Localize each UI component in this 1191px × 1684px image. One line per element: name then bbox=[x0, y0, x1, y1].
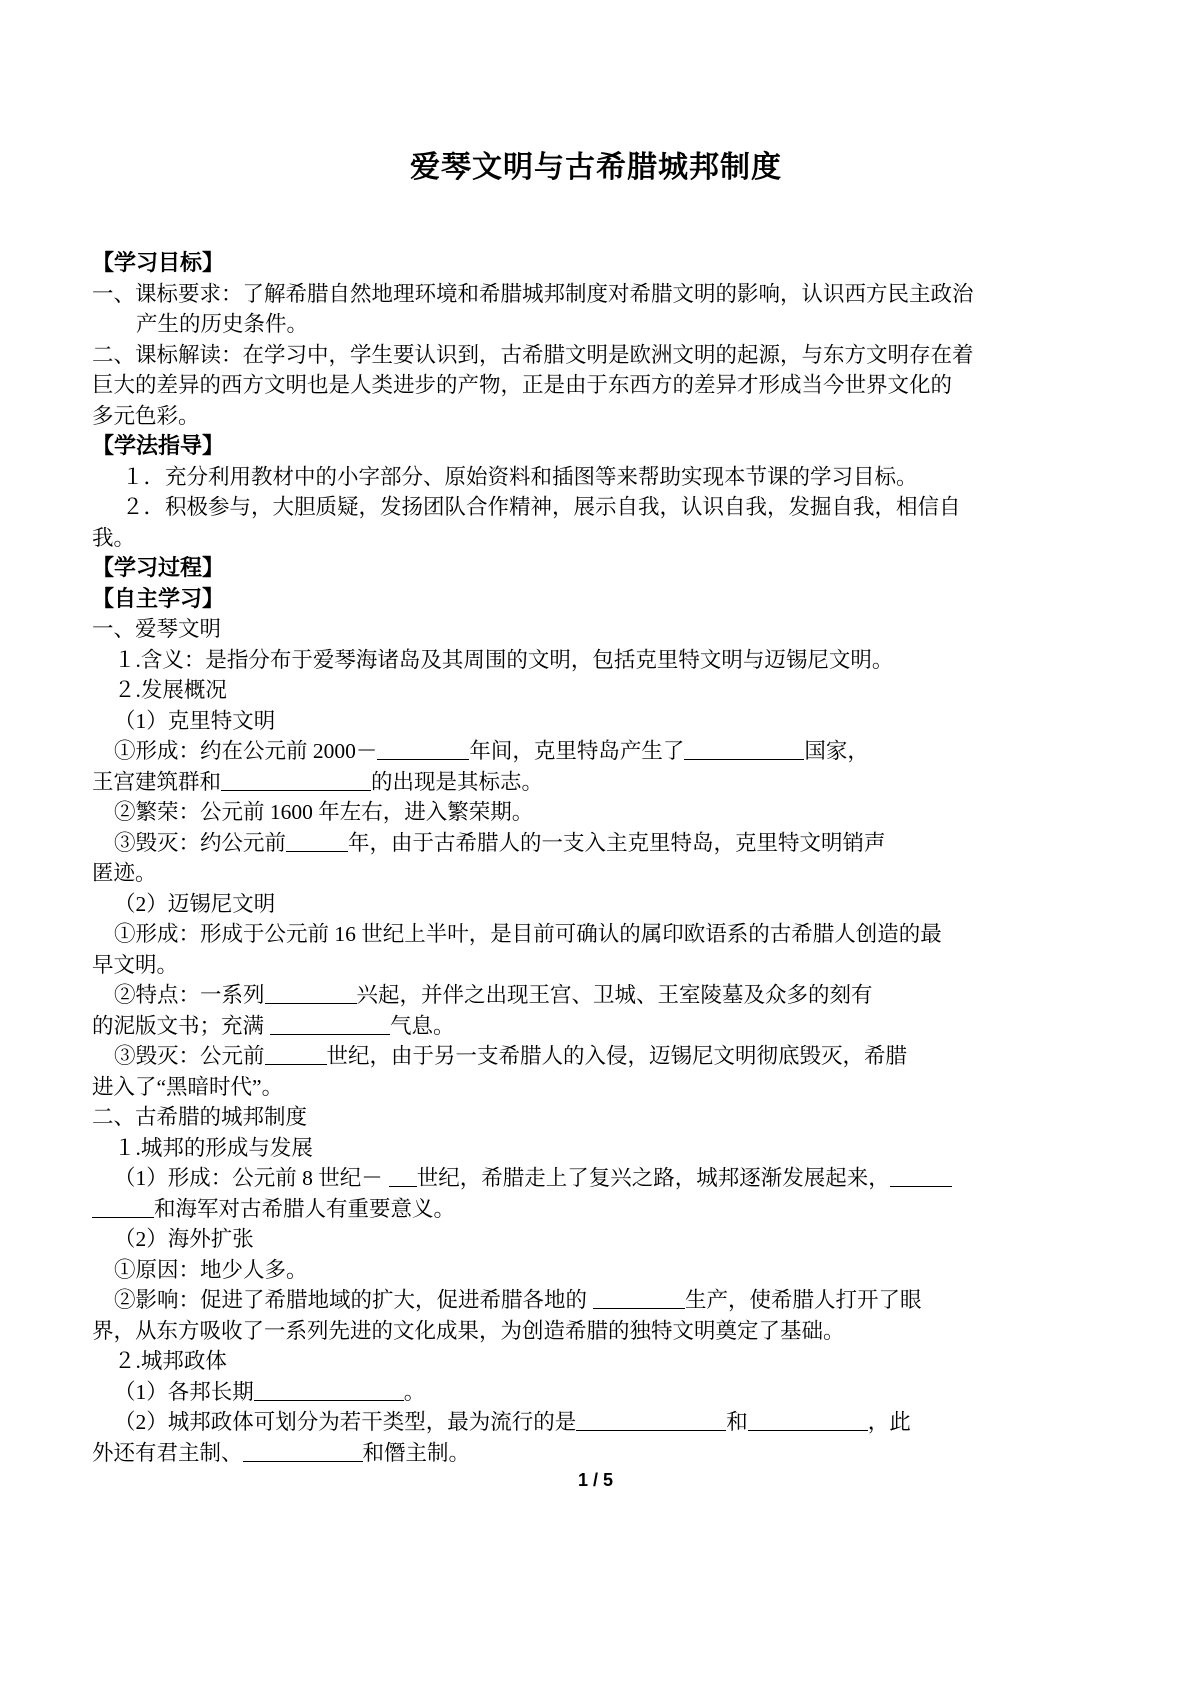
crete-title: （1）克里特文明 bbox=[114, 708, 276, 733]
polis-polity-line-2 bbox=[92, 1407, 1100, 1438]
fill-blank-crete-destroy-year[interactable] bbox=[286, 831, 348, 852]
polis-formation-text-a: （1）形成：公元前 8 世纪－ bbox=[114, 1166, 383, 1190]
objective-line-2: 产生的历史条件。 bbox=[136, 312, 309, 336]
fill-blank-polity-type-2[interactable] bbox=[748, 1410, 868, 1431]
mycenae-feature-line-2 bbox=[92, 1011, 1100, 1042]
fill-blank-polis-navy[interactable] bbox=[92, 1197, 154, 1218]
mycenae-title: （2）迈锡尼文明 bbox=[114, 891, 276, 916]
heading-learning-objectives: 【学习目标】 bbox=[92, 250, 225, 275]
fill-blank-polis-navy-prefix[interactable] bbox=[890, 1166, 952, 1187]
objective-line-3: 二、课标解读：在学习中，学生要认识到，古希腊文明是欧洲文明的起源，与东方文明存在着 bbox=[92, 342, 974, 367]
fill-blank-mycenae-atmosphere[interactable] bbox=[270, 1014, 390, 1035]
fill-blank-mycenae-century[interactable] bbox=[265, 1044, 327, 1065]
polis-formation-line-2 bbox=[92, 1194, 1100, 1225]
polis-expansion-cause: ①原因：地少人多。 bbox=[114, 1257, 308, 1282]
method-guidance-item-1: １．充分利用教材中的小字部分、原始资料和插图等来帮助实现本节课的学习目标。 bbox=[122, 464, 918, 489]
polis-expansion-effect-line-2: 界，从东方吸收了一系列先进的文化成果，为创造希腊的独特文明奠定了基础。 bbox=[92, 1318, 845, 1343]
crete-destruction-text-b: 年，由于古希腊人的一支入主克里特岛，克里特文明销声 bbox=[348, 830, 886, 855]
mycenae-destruction-text-b: 世纪，由于另一支希腊人的入侵，迈锡尼文明彻底毁灭，希腊 bbox=[326, 1044, 908, 1068]
polis-formation-text-b: 世纪，希腊走上了复兴之路，城邦逐渐发展起来， bbox=[416, 1166, 890, 1190]
mycenae-destruction-line-1 bbox=[92, 1041, 1100, 1072]
crete-formation-line-1 bbox=[92, 736, 1100, 767]
crete-destruction-line-2: 匿迹。 bbox=[92, 861, 157, 885]
polis-polity-title: ２.城邦政体 bbox=[114, 1349, 227, 1373]
polis-polity-line-3 bbox=[92, 1438, 1100, 1469]
heading-greek-polis-system: 二、古希腊的城邦制度 bbox=[92, 1105, 308, 1129]
heading-method-guidance: 【学法指导】 bbox=[92, 433, 225, 458]
crete-formation-text-c: 国家， bbox=[804, 739, 869, 763]
fill-blank-crete-state[interactable] bbox=[684, 739, 804, 760]
page-number: 1 / 5 bbox=[577, 1470, 614, 1490]
polis-expansion-title: （2）海外扩张 bbox=[114, 1227, 254, 1251]
crete-formation-line-2 bbox=[92, 767, 1100, 798]
polis-polity-text-2d: 外还有君主制、 bbox=[92, 1440, 243, 1465]
mycenae-feature-text-c: 的泥版文书；充满 bbox=[92, 1013, 265, 1038]
polis-expansion-effect-line-1 bbox=[92, 1285, 1100, 1316]
page-footer bbox=[0, 1470, 1191, 1491]
mycenae-formation-line-2: 早文明。 bbox=[92, 952, 179, 977]
mycenae-feature-text-b: 兴起，并伴之出现王宫、卫城、王室陵墓及众多的刻有 bbox=[356, 983, 873, 1007]
fill-blank-polity-state[interactable] bbox=[254, 1380, 404, 1401]
method-guidance-item-2-cont: 我。 bbox=[92, 525, 136, 550]
fill-blank-mycenae-rise[interactable] bbox=[265, 983, 357, 1004]
polis-expansion-text-a: ②影响：促进了希腊地域的扩大，促进希腊各地的 bbox=[114, 1288, 588, 1312]
mycenae-feature-line-1 bbox=[92, 980, 1100, 1011]
crete-destruction-text-a: ③毁灭：约公元前 bbox=[114, 830, 287, 855]
fill-blank-polis-century[interactable] bbox=[389, 1166, 417, 1187]
polis-polity-text-2a: （2）城邦政体可划分为若干类型，最为流行的是 bbox=[114, 1410, 577, 1434]
crete-formation-text-a: ①形成：约在公元前 2000－ bbox=[114, 739, 378, 763]
objective-line-5: 多元色彩。 bbox=[92, 403, 200, 428]
fill-blank-polity-type-1[interactable] bbox=[576, 1410, 726, 1431]
crete-prosperity: ②繁荣：公元前 1600 年左右，进入繁荣期。 bbox=[114, 800, 534, 824]
polis-polity-text-1a: （1）各邦长期 bbox=[114, 1379, 254, 1404]
heading-aegean-civilization: 一、爱琴文明 bbox=[92, 617, 222, 641]
heading-self-study: 【自主学习】 bbox=[92, 585, 225, 611]
mycenae-destruction-text-a: ③毁灭：公元前 bbox=[114, 1044, 265, 1068]
crete-formation-text-d: 王宫建筑群和 bbox=[92, 769, 222, 794]
mycenae-feature-text-a: ②特点：一系列 bbox=[114, 983, 265, 1007]
objective-line-1: 一、课标要求：了解希腊自然地理环境和希腊城邦制度对希腊文明的影响，认识西方民主政治 bbox=[92, 281, 974, 306]
crete-formation-text-b: 年间，克里特岛产生了 bbox=[469, 739, 685, 763]
fill-blank-expansion-production[interactable] bbox=[593, 1288, 685, 1309]
polis-polity-text-2b: 和 bbox=[726, 1410, 748, 1434]
mycenae-formation-line-1: ①形成：形成于公元前 16 世纪上半叶，是目前可确认的属印欧语系的古希腊人创造的最 bbox=[114, 922, 942, 946]
fill-blank-polity-type-3[interactable] bbox=[243, 1441, 363, 1462]
crete-formation-text-e: 的出现是其标志。 bbox=[371, 769, 544, 794]
document-body bbox=[92, 248, 1100, 1468]
page-title: 爱琴文明与古希腊城邦制度 bbox=[410, 151, 782, 184]
polis-polity-text-1b: 。 bbox=[403, 1379, 426, 1404]
fill-blank-crete-year-end[interactable] bbox=[377, 739, 469, 760]
polis-formation-text-c: 和海军对古希腊人有重要意义。 bbox=[154, 1196, 456, 1221]
objective-line-4: 巨大的差异的西方文明也是人类进步的产物，正是由于东西方的差异才形成当今世界文化的 bbox=[92, 373, 953, 397]
fill-blank-crete-marker[interactable] bbox=[221, 770, 371, 791]
polis-polity-text-2e: 和僭主制。 bbox=[362, 1440, 471, 1465]
method-guidance-item-2: ２．积极参与，大胆质疑，发扬团队合作精神，展示自我，认识自我，发掘自我，相信自 bbox=[122, 495, 961, 519]
aegean-overview: ２.发展概况 bbox=[114, 678, 227, 702]
polis-formation-title: １.城邦的形成与发展 bbox=[114, 1135, 313, 1160]
mycenae-destruction-line-2: 进入了“黑暗时代”。 bbox=[92, 1074, 284, 1099]
polis-expansion-text-b: 生产，使希腊人打开了眼 bbox=[685, 1288, 922, 1312]
document-content bbox=[92, 0, 1100, 1468]
polis-polity-line-1 bbox=[92, 1377, 1100, 1408]
aegean-meaning: １.含义：是指分布于爱琴海诸岛及其周围的文明，包括克里特文明与迈锡尼文明。 bbox=[114, 647, 894, 672]
polis-polity-text-2c: ，此 bbox=[867, 1410, 911, 1434]
polis-formation-line-1 bbox=[92, 1163, 1100, 1194]
crete-destruction-line-1 bbox=[92, 828, 1100, 859]
mycenae-feature-text-d: 气息。 bbox=[390, 1013, 455, 1038]
heading-learning-process: 【学习过程】 bbox=[92, 555, 225, 580]
